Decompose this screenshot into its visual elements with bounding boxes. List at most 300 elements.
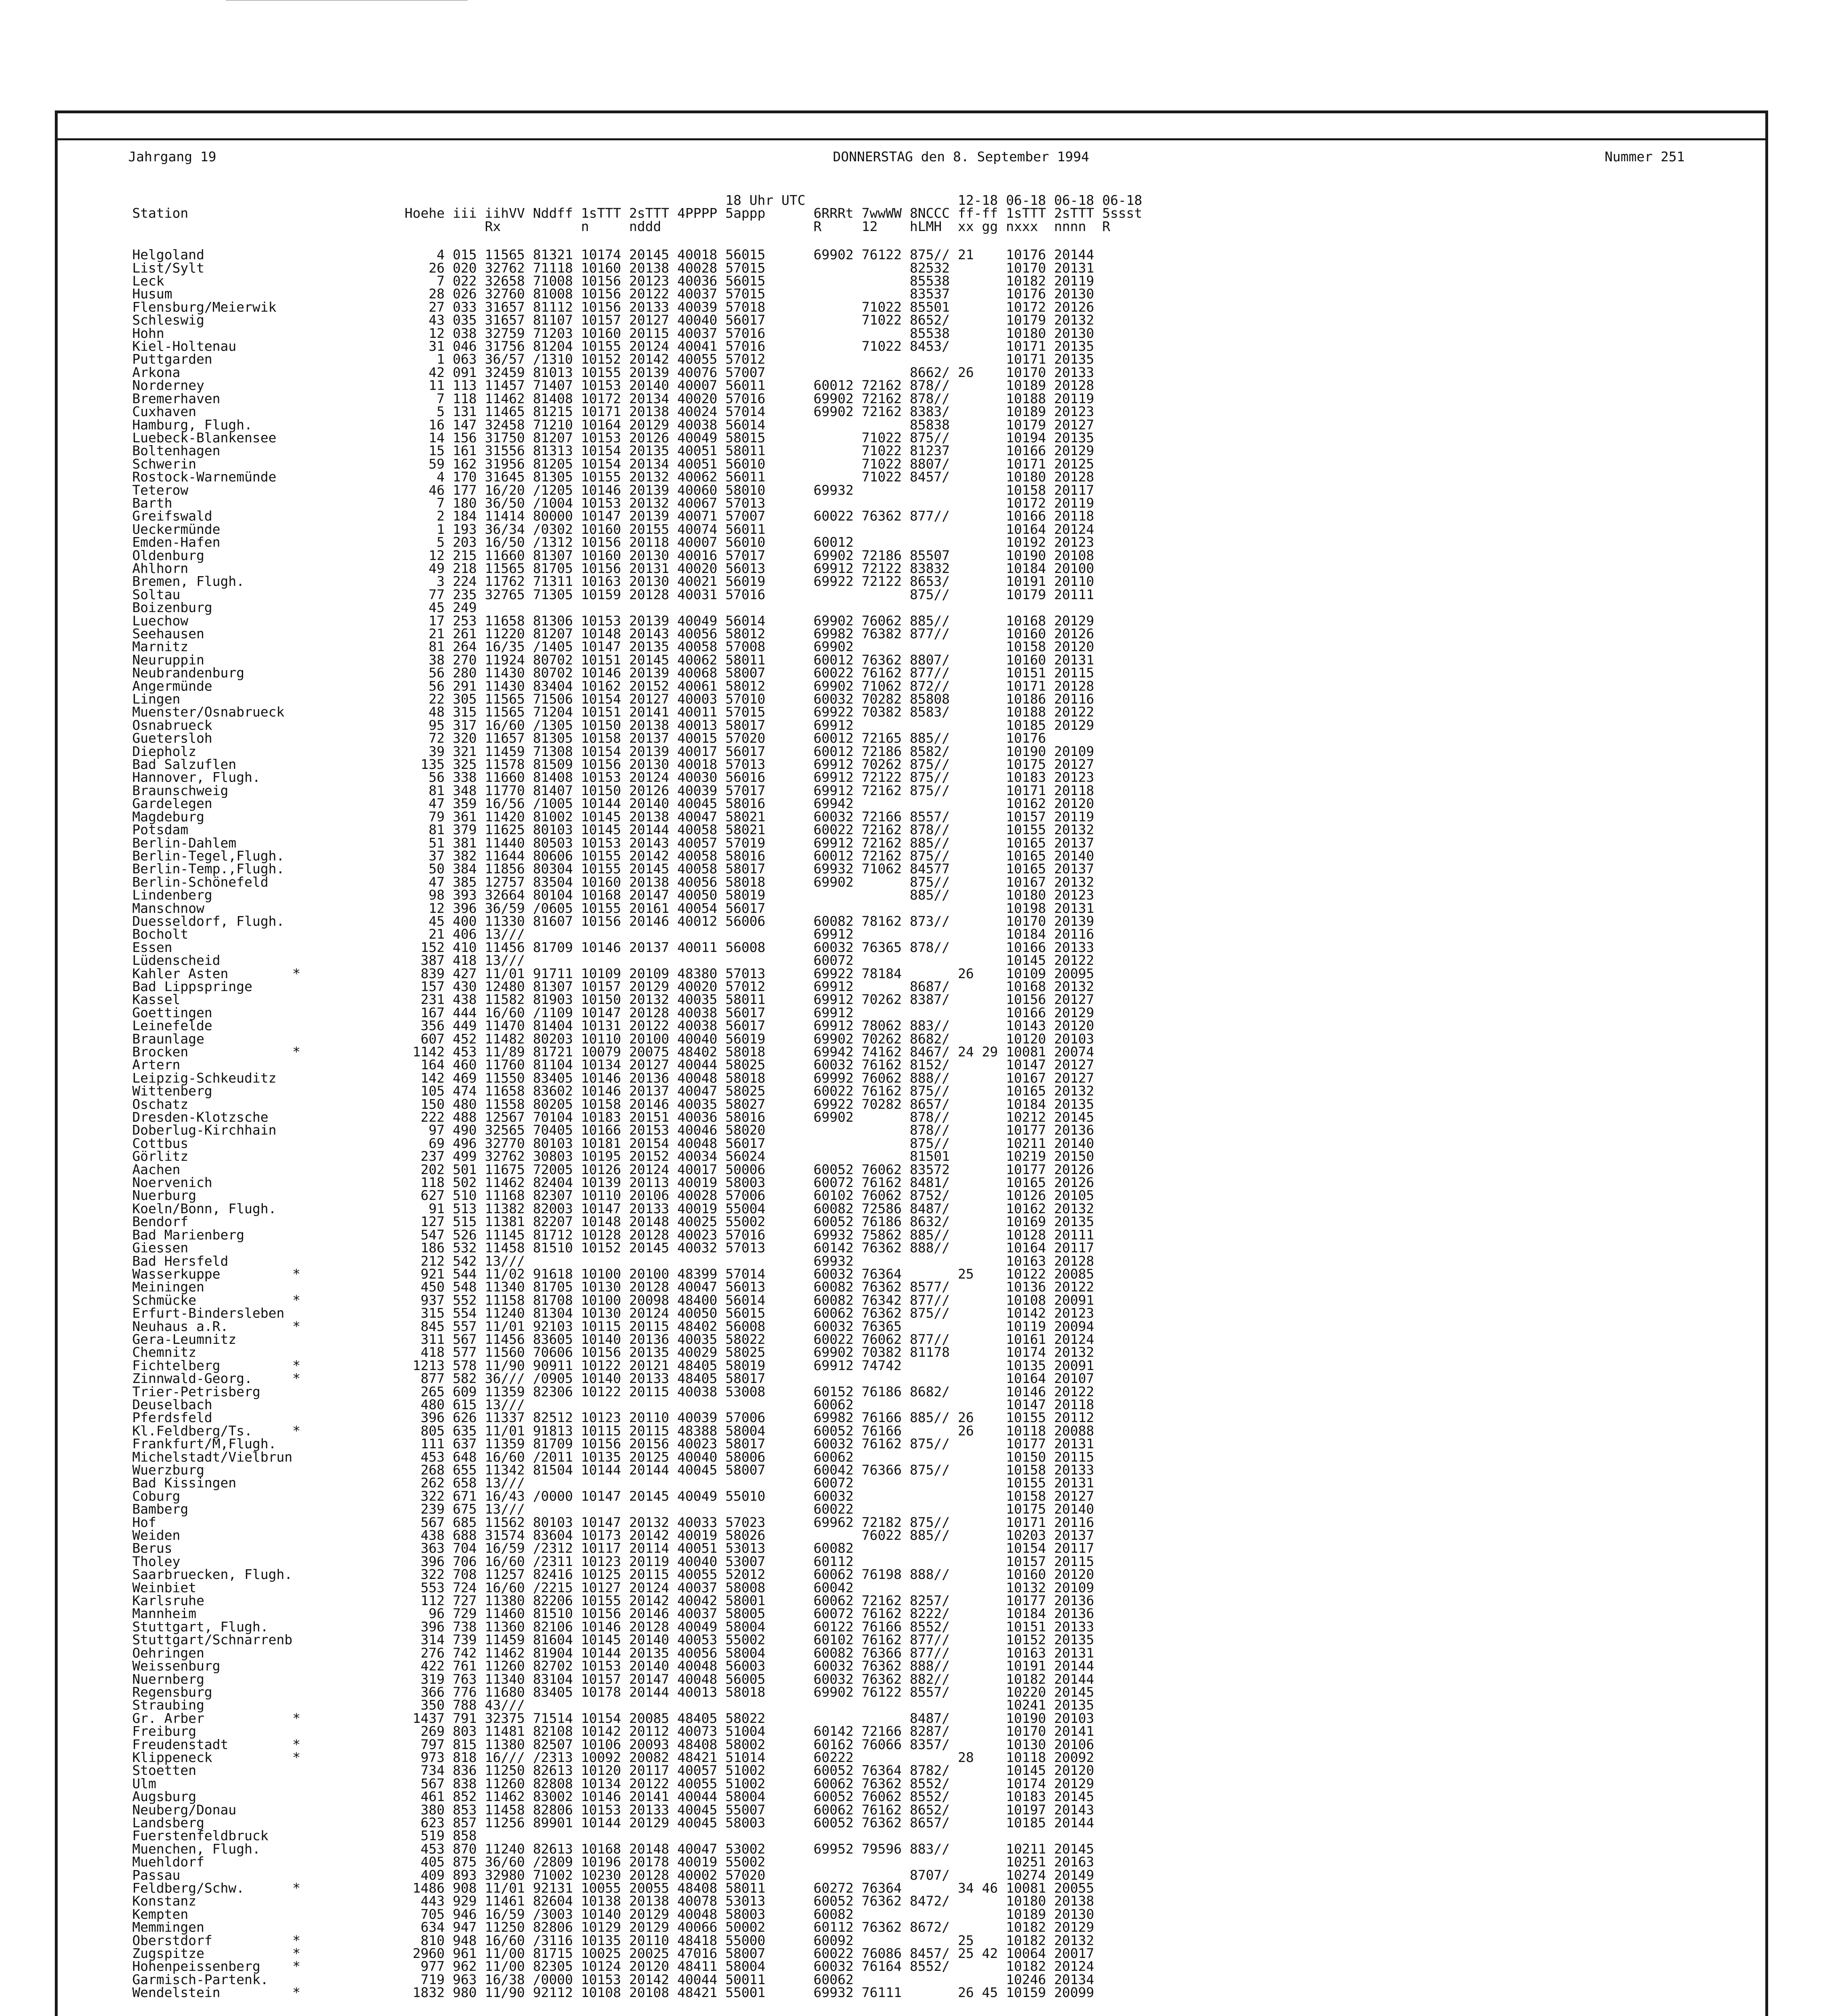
table-cell bbox=[954, 954, 1002, 967]
table-cell: 8672/ bbox=[909, 1919, 950, 1935]
table-cell bbox=[1098, 1229, 1146, 1241]
table-cell: 11582 bbox=[485, 991, 525, 1008]
table-cell: 40055 bbox=[677, 1566, 718, 1583]
station-name: Lingen bbox=[132, 691, 181, 707]
table-cell bbox=[1098, 706, 1146, 719]
table-cell: 8257/ bbox=[909, 1593, 950, 1609]
table-cell: 10144 bbox=[581, 1814, 621, 1831]
table-cell: 40055 bbox=[677, 351, 718, 367]
table-cell: 20144 bbox=[629, 822, 669, 838]
table-cell: 734 bbox=[420, 1762, 445, 1779]
table-cell: 69902 bbox=[814, 639, 854, 655]
table-cell: 8552/ bbox=[909, 1775, 950, 1791]
table-cell: 623 bbox=[420, 1814, 445, 1831]
table-row bbox=[128, 601, 1146, 614]
table-cell: 11660 bbox=[485, 769, 525, 785]
table-cell: 11337 bbox=[485, 1410, 525, 1426]
table-cell: 264 bbox=[453, 639, 477, 655]
station-name: Weinbiet bbox=[132, 1579, 196, 1595]
table-cell bbox=[1098, 1647, 1146, 1660]
column-header: hLMH bbox=[909, 218, 942, 234]
table-cell: 8557/ bbox=[909, 1684, 950, 1700]
table-cell: 76062 bbox=[861, 1187, 902, 1204]
table-cell: 20137 bbox=[1054, 835, 1095, 851]
table-cell: 10160 bbox=[581, 874, 621, 890]
table-cell bbox=[906, 536, 954, 549]
table-cell: 40037 bbox=[677, 1606, 718, 1622]
table-cell: 379 bbox=[453, 822, 477, 838]
table-cell: 76062 bbox=[861, 612, 902, 629]
column-header: 7wwWW bbox=[861, 205, 902, 221]
table-cell: 71506 bbox=[533, 691, 573, 707]
table-cell: 10198 bbox=[1006, 900, 1046, 916]
column-header: 2sTTT bbox=[629, 205, 669, 221]
table-cell: 40002 bbox=[677, 1867, 718, 1883]
table-cell: 20120 bbox=[1054, 1018, 1095, 1034]
table-cell: 727 bbox=[453, 1593, 477, 1609]
table-cell: 72122 bbox=[861, 560, 902, 576]
table-cell: 438 bbox=[420, 1527, 445, 1543]
table-cell: 261 bbox=[453, 626, 477, 641]
table-cell: 164 bbox=[420, 1057, 445, 1073]
table-cell bbox=[954, 784, 1002, 797]
table-cell: 40007 bbox=[677, 377, 718, 394]
table-cell: 10147 bbox=[581, 1200, 621, 1216]
table-cell bbox=[954, 1529, 1002, 1542]
table-cell: 76162 bbox=[861, 1175, 902, 1191]
table-cell: 875// bbox=[909, 874, 950, 890]
table-cell: 81904 bbox=[533, 1645, 573, 1661]
table-cell: /1004 bbox=[533, 495, 573, 511]
table-cell: /1109 bbox=[533, 1004, 573, 1020]
table-cell: 20140 bbox=[1054, 1135, 1095, 1151]
table-cell bbox=[1098, 262, 1146, 275]
table-cell: 40023 bbox=[677, 1436, 718, 1452]
table-cell: 10153 bbox=[581, 377, 621, 394]
table-cell bbox=[954, 1594, 1002, 1607]
table-cell: 16/60 bbox=[485, 717, 525, 733]
table-cell: 8632/ bbox=[909, 1214, 950, 1230]
table-cell: 83602 bbox=[533, 1083, 573, 1099]
station-name: Tholey bbox=[132, 1553, 181, 1569]
table-cell: 875// bbox=[909, 769, 950, 785]
table-cell: 10145 bbox=[1006, 1762, 1046, 1779]
table-row bbox=[128, 1241, 1146, 1254]
table-cell: 8487/ bbox=[909, 1200, 950, 1216]
column-header: Rx bbox=[485, 218, 501, 234]
table-cell: 888// bbox=[909, 1070, 950, 1086]
table-cell: 20126 bbox=[1054, 1175, 1095, 1191]
table-cell: 69912 bbox=[814, 1004, 854, 1020]
table-cell: 20125 bbox=[1054, 456, 1095, 472]
table-cell: 13/// bbox=[485, 952, 525, 968]
table-cell bbox=[1098, 1712, 1146, 1725]
table-cell bbox=[809, 262, 857, 275]
table-cell: 76362 bbox=[861, 1775, 902, 1791]
table-cell: 10134 bbox=[581, 1057, 621, 1073]
table-cell: /1305 bbox=[533, 717, 573, 733]
table-cell: 38 bbox=[429, 652, 445, 668]
table-cell: 55001 bbox=[725, 1985, 766, 2001]
issue-number: Nummer 251 bbox=[1604, 149, 1685, 165]
table-cell bbox=[1098, 915, 1146, 928]
table-cell: 11430 bbox=[485, 665, 525, 681]
table-cell bbox=[954, 627, 1002, 640]
table-cell: 418 bbox=[420, 1344, 445, 1360]
table-cell: 81307 bbox=[533, 547, 573, 563]
table-cell: 948 bbox=[453, 1932, 477, 1948]
table-cell: 69982 bbox=[814, 626, 854, 641]
table-cell bbox=[1098, 1163, 1146, 1176]
table-cell: 69922 bbox=[814, 965, 854, 981]
table-cell: 56010 bbox=[725, 534, 766, 550]
table-cell bbox=[673, 954, 721, 967]
station-name: Muenchen, Flugh. bbox=[132, 1841, 260, 1857]
table-cell: 20128 bbox=[629, 586, 669, 602]
table-cell: 40020 bbox=[677, 390, 718, 406]
table-cell: 69912 bbox=[814, 756, 854, 773]
table-cell: 20118 bbox=[1054, 1396, 1095, 1412]
table-row bbox=[128, 1607, 1146, 1620]
station-name: Deuselbach bbox=[132, 1396, 212, 1412]
table-cell: 40019 bbox=[677, 1854, 718, 1870]
table-cell bbox=[906, 1490, 954, 1503]
table-cell: 11462 bbox=[485, 1645, 525, 1661]
station-name: Artern bbox=[132, 1057, 181, 1073]
table-cell: 80702 bbox=[533, 652, 573, 668]
station-name: Garmisch-Partenk. bbox=[132, 1971, 268, 1987]
table-cell: 239 bbox=[420, 1501, 445, 1517]
table-cell: 20120 bbox=[1054, 639, 1095, 655]
table-cell: 40047 bbox=[677, 1279, 718, 1295]
table-cell bbox=[1098, 484, 1146, 497]
table-cell: /0605 bbox=[533, 900, 573, 916]
table-cell: 60082 bbox=[814, 1292, 854, 1308]
table-cell: 81 bbox=[429, 782, 445, 798]
table-cell: 20138 bbox=[629, 1893, 669, 1909]
table-cell: 929 bbox=[453, 1893, 477, 1909]
station-name: Brocken * bbox=[132, 1044, 301, 1060]
table-cell: 20127 bbox=[1054, 991, 1095, 1008]
table-cell: 40066 bbox=[677, 1919, 718, 1935]
table-cell: 48411 bbox=[677, 1958, 718, 1974]
station-name: Norderney bbox=[132, 377, 204, 394]
table-cell: 20119 bbox=[1054, 273, 1095, 289]
table-cell: 81715 bbox=[533, 1945, 573, 1962]
table-cell: 57015 bbox=[725, 704, 766, 720]
station-name: Gr. Arber * bbox=[132, 1710, 301, 1726]
table-cell: 40073 bbox=[677, 1723, 718, 1739]
table-cell: 55002 bbox=[725, 1214, 766, 1230]
table-cell: 10157 bbox=[581, 978, 621, 994]
table-cell: 131 bbox=[453, 404, 477, 420]
table-cell: 31645 bbox=[485, 469, 525, 485]
table-cell: 20136 bbox=[629, 1331, 669, 1347]
table-cell bbox=[1098, 1921, 1146, 1934]
station-name: Bremen, Flugh. bbox=[132, 573, 245, 589]
table-cell: 10108 bbox=[581, 1985, 621, 2001]
table-cell: 788 bbox=[453, 1697, 477, 1713]
table-cell: 385 bbox=[453, 874, 477, 890]
table-cell: 20129 bbox=[1054, 717, 1095, 733]
table-cell: 10219 bbox=[1006, 1148, 1046, 1164]
table-cell: 20119 bbox=[1054, 390, 1095, 406]
table-cell: 20118 bbox=[1054, 508, 1095, 524]
table-cell: 20118 bbox=[1054, 782, 1095, 798]
table-cell bbox=[954, 549, 1002, 562]
table-cell: 20134 bbox=[629, 456, 669, 472]
table-cell: 10117 bbox=[581, 1540, 621, 1556]
table-cell: 10135 bbox=[581, 1449, 621, 1465]
table-cell bbox=[954, 1359, 1002, 1372]
table-cell: 71022 bbox=[861, 456, 902, 472]
table-cell: 60142 bbox=[814, 1240, 854, 1256]
table-cell: 71008 bbox=[533, 273, 573, 289]
table-cell: 20137 bbox=[629, 939, 669, 955]
station-name: Freiburg bbox=[132, 1723, 196, 1739]
table-cell: 490 bbox=[453, 1122, 477, 1138]
table-cell bbox=[1098, 1411, 1146, 1424]
table-cell bbox=[1098, 1006, 1146, 1019]
table-cell: 58016 bbox=[725, 1109, 766, 1125]
table-cell bbox=[1098, 1241, 1146, 1254]
station-name: Neuhaus a.R. * bbox=[132, 1318, 301, 1334]
table-cell bbox=[1098, 1738, 1146, 1751]
table-cell: 10171 bbox=[581, 404, 621, 420]
table-cell bbox=[954, 654, 1002, 666]
table-cell: 76166 bbox=[861, 1422, 902, 1439]
table-cell: 56024 bbox=[725, 1148, 766, 1164]
table-cell: 10128 bbox=[1006, 1227, 1046, 1243]
table-cell: 60102 bbox=[814, 1632, 854, 1648]
table-cell: 10152 bbox=[581, 1240, 621, 1256]
table-cell: 20141 bbox=[629, 704, 669, 720]
table-cell: 11459 bbox=[485, 1632, 525, 1648]
table-cell bbox=[1098, 327, 1146, 340]
table-cell bbox=[1098, 1568, 1146, 1581]
table-cell: 10115 bbox=[581, 1422, 621, 1439]
table-cell: 40071 bbox=[677, 508, 718, 524]
table-cell: 58011 bbox=[725, 1880, 766, 1896]
table-cell: 40031 bbox=[677, 586, 718, 602]
table-cell: 11482 bbox=[485, 1031, 525, 1047]
table-cell: 20139 bbox=[1054, 913, 1095, 929]
station-name: Görlitz bbox=[132, 1148, 189, 1164]
table-cell: 60012 bbox=[814, 377, 854, 394]
table-cell: 8652/ bbox=[909, 1801, 950, 1818]
table-cell: 81207 bbox=[533, 429, 573, 446]
table-cell bbox=[954, 1633, 1002, 1646]
table-cell: 83405 bbox=[533, 1684, 573, 1700]
table-cell: 888// bbox=[909, 1566, 950, 1583]
station-name: Guetersloh bbox=[132, 730, 212, 746]
table-cell: 83832 bbox=[909, 560, 950, 576]
table-cell bbox=[954, 1764, 1002, 1777]
table-cell: 878// bbox=[909, 390, 950, 406]
table-cell: 40078 bbox=[677, 1893, 718, 1909]
table-cell bbox=[1098, 1542, 1146, 1555]
table-cell: 10158 bbox=[1006, 1462, 1046, 1478]
table-cell: 40013 bbox=[677, 717, 718, 733]
table-cell: 10180 bbox=[1006, 469, 1046, 485]
table-cell: 150 bbox=[420, 1096, 445, 1112]
table-cell: 20114 bbox=[629, 1540, 669, 1556]
table-cell bbox=[954, 1307, 1002, 1320]
table-cell: 10129 bbox=[581, 1919, 621, 1935]
table-cell bbox=[1098, 1503, 1146, 1516]
table-cell: 315 bbox=[453, 704, 477, 720]
table-cell: 363 bbox=[420, 1540, 445, 1556]
table-cell: 40047 bbox=[677, 1841, 718, 1857]
table-cell: 10176 bbox=[1006, 730, 1046, 746]
table-cell: 10181 bbox=[581, 1135, 621, 1151]
table-cell: 10170 bbox=[1006, 364, 1046, 380]
table-cell bbox=[954, 1790, 1002, 1803]
table-cell: 40011 bbox=[677, 939, 718, 955]
table-cell bbox=[906, 523, 954, 536]
table-cell bbox=[625, 1503, 673, 1516]
table-cell: 91618 bbox=[533, 1266, 573, 1282]
table-cell: 92131 bbox=[533, 1880, 573, 1896]
table-cell: 72586 bbox=[861, 1200, 902, 1216]
table-cell: 11625 bbox=[485, 822, 525, 838]
table-cell: 8457/ bbox=[909, 469, 950, 485]
table-cell: 81313 bbox=[533, 443, 573, 459]
table-cell: 40011 bbox=[677, 704, 718, 720]
table-cell: 69912 bbox=[814, 782, 854, 798]
table-cell: 76365 bbox=[861, 1318, 902, 1334]
table-cell: 82532 bbox=[909, 260, 950, 276]
table-cell: 53013 bbox=[725, 1540, 766, 1556]
table-cell: 12757 bbox=[485, 874, 525, 890]
table-cell: /2215 bbox=[533, 1579, 573, 1595]
table-cell: 69912 bbox=[814, 978, 854, 994]
table-cell bbox=[1098, 654, 1146, 666]
table-cell: 20095 bbox=[1054, 965, 1095, 981]
table-cell: 26 bbox=[429, 260, 445, 276]
table-cell: 10100 bbox=[581, 1266, 621, 1282]
table-cell: 11256 bbox=[485, 1814, 525, 1831]
station-name: Mannheim bbox=[132, 1606, 196, 1622]
table-cell: 400 bbox=[453, 913, 477, 929]
table-cell: 58011 bbox=[725, 443, 766, 459]
table-cell: 276 bbox=[420, 1645, 445, 1661]
table-cell: 10153 bbox=[581, 612, 621, 629]
table-cell bbox=[1098, 431, 1146, 444]
table-cell: 69902 bbox=[814, 1109, 854, 1125]
table-cell: 186 bbox=[420, 1240, 445, 1256]
station-name: Straubing bbox=[132, 1697, 204, 1713]
column-header: ff-ff bbox=[958, 205, 998, 221]
table-cell: 20129 bbox=[629, 978, 669, 994]
table-cell: 20145 bbox=[629, 652, 669, 668]
table-row bbox=[128, 1346, 1146, 1359]
table-cell: 8467/ bbox=[909, 1044, 950, 1060]
station-name: Bremerhaven bbox=[132, 390, 221, 406]
table-cell: 80103 bbox=[533, 1135, 573, 1151]
table-cell: 544 bbox=[453, 1266, 477, 1282]
table-cell: 20136 bbox=[1054, 1122, 1095, 1138]
table-cell: 10140 bbox=[581, 1906, 621, 1922]
table-cell: 69902 bbox=[814, 1031, 854, 1047]
table-cell: 11250 bbox=[485, 1762, 525, 1779]
table-cell: 10163 bbox=[1006, 1645, 1046, 1661]
table-cell: 32375 bbox=[485, 1710, 525, 1726]
table-cell: 20085 bbox=[629, 1710, 669, 1726]
table-cell bbox=[906, 797, 954, 810]
table-cell: 28 bbox=[958, 1749, 974, 1765]
table-cell: 10166 bbox=[581, 1122, 621, 1138]
table-cell: 76066 bbox=[861, 1736, 902, 1752]
table-cell: 815 bbox=[453, 1736, 477, 1752]
table-cell bbox=[809, 353, 857, 366]
table-cell: 10156 bbox=[581, 560, 621, 576]
table-cell: 40053 bbox=[677, 1632, 718, 1648]
table-cell: 40035 bbox=[677, 1096, 718, 1112]
table-cell: 20137 bbox=[629, 730, 669, 746]
table-cell: 76342 bbox=[861, 1292, 902, 1308]
table-cell bbox=[954, 837, 1002, 850]
table-cell: 20100 bbox=[1054, 560, 1095, 576]
table-cell: 10184 bbox=[1006, 560, 1046, 576]
table-cell: 10156 bbox=[581, 1606, 621, 1622]
station-name: Luebeck-Blankensee bbox=[132, 429, 277, 446]
table-cell: 76362 bbox=[861, 652, 902, 668]
table-cell: 76186 bbox=[861, 1214, 902, 1230]
table-cell bbox=[857, 1542, 905, 1555]
table-cell: 60032 bbox=[814, 1057, 854, 1073]
table-cell: 11168 bbox=[485, 1187, 525, 1204]
table-cell: 11257 bbox=[485, 1566, 525, 1583]
table-cell: 76062 bbox=[861, 1331, 902, 1347]
table-cell: 1213 bbox=[412, 1357, 445, 1373]
table-cell: 20129 bbox=[1054, 612, 1095, 629]
table-cell: 82604 bbox=[533, 1893, 573, 1909]
table-cell: 853 bbox=[453, 1801, 477, 1818]
table-cell: 55010 bbox=[725, 1488, 766, 1504]
table-cell bbox=[954, 1490, 1002, 1503]
table-cell: 76362 bbox=[861, 1305, 902, 1321]
table-cell: 85808 bbox=[909, 691, 950, 707]
table-cell: 20135 bbox=[1054, 1214, 1095, 1230]
table-cell: 875// bbox=[909, 1462, 950, 1478]
table-cell bbox=[1098, 1529, 1146, 1542]
table-cell bbox=[1098, 1764, 1146, 1777]
table-cell: 167 bbox=[420, 1004, 445, 1020]
station-name: Fuerstenfeldbruck bbox=[132, 1828, 268, 1844]
table-cell: 8657/ bbox=[909, 1096, 950, 1112]
table-cell bbox=[857, 928, 905, 941]
table-cell bbox=[809, 1137, 857, 1150]
station-name: Hohenpeissenberg * bbox=[132, 1958, 301, 1974]
table-cell: 81321 bbox=[533, 247, 573, 263]
table-cell: 8552/ bbox=[909, 1789, 950, 1805]
table-cell bbox=[954, 1189, 1002, 1202]
table-cell: 20130 bbox=[1054, 286, 1095, 302]
table-cell: 885// bbox=[909, 612, 950, 629]
table-cell bbox=[954, 941, 1002, 954]
table-cell: 11330 bbox=[485, 913, 525, 929]
table-cell: 10171 bbox=[1006, 456, 1046, 472]
table-cell: 69932 bbox=[814, 1227, 854, 1243]
table-cell: 71062 bbox=[861, 678, 902, 694]
table-cell: 8682/ bbox=[909, 1383, 950, 1400]
table-cell: 20132 bbox=[1054, 874, 1095, 890]
table-cell: 020 bbox=[453, 260, 477, 276]
table-cell: 305 bbox=[453, 691, 477, 707]
table-cell: 60112 bbox=[814, 1919, 854, 1935]
table-cell bbox=[954, 1804, 1002, 1816]
